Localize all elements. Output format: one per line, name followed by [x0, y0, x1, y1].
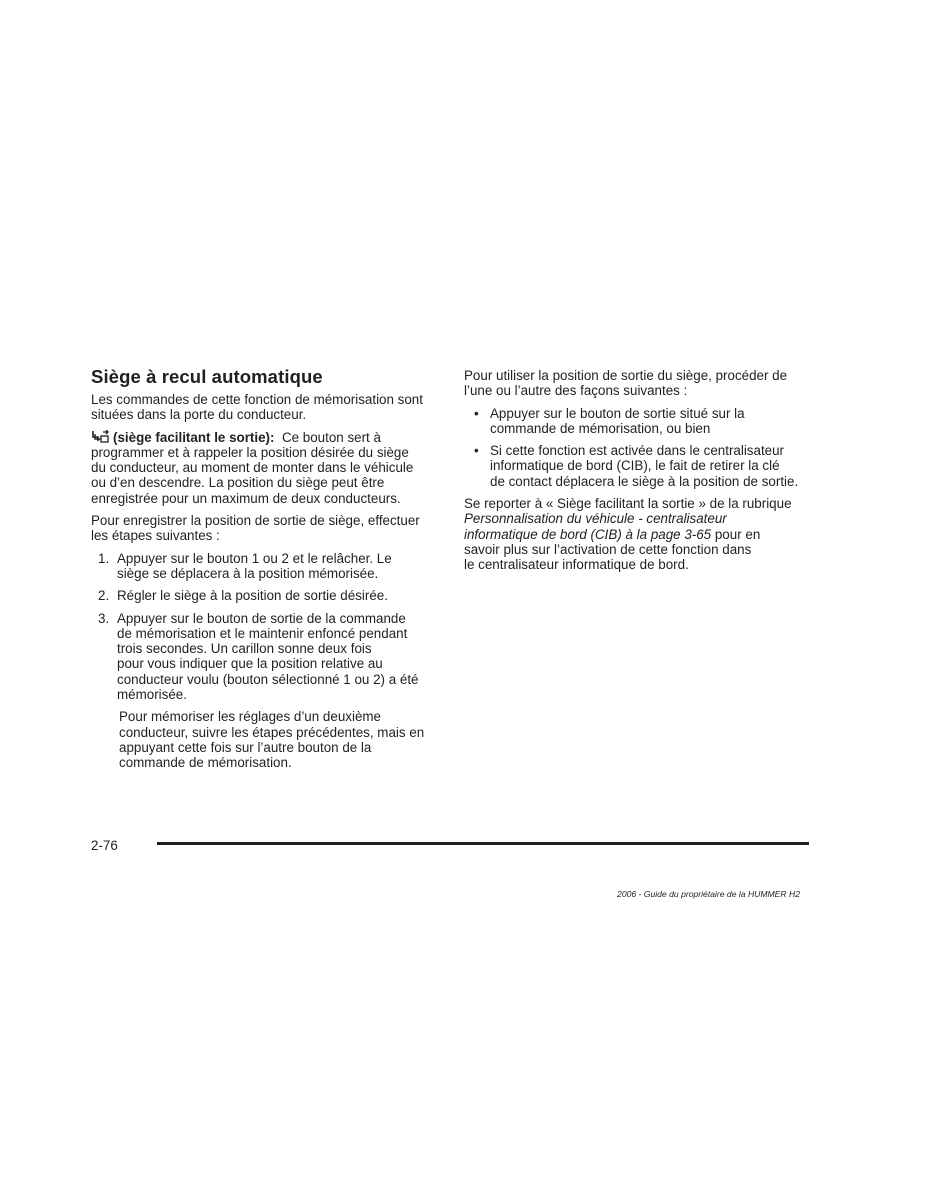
- bullet-line: de contact déplacera le siège à la position de sortie.: [490, 473, 799, 489]
- easy-exit-line: programmer et à rappeler la position désirée du siège: [91, 444, 409, 460]
- bullet-dot-icon: •: [474, 405, 479, 421]
- bullet-item: [464, 406, 816, 437]
- easy-exit-line: enregistrée pour un maximum de deux conducteurs.: [91, 490, 401, 506]
- step-item: [91, 551, 441, 582]
- second-driver-paragraph: [91, 709, 441, 770]
- easy-exit-line: du conducteur, au moment de monter dans le véhicule: [91, 460, 414, 476]
- usage-intro-line: Pour utiliser la position de sortie du siège, procéder de: [464, 368, 788, 383]
- step-line: pour vous indiquer que la position relative au: [117, 656, 383, 672]
- usage-intro-line: l’une ou l’autre des façons suivantes :: [464, 383, 688, 399]
- intro-line: situées dans la porte du conducteur.: [91, 407, 307, 423]
- step-number: 3.: [98, 610, 110, 626]
- second-driver-line: conducteur, suivre les étapes précédentes, mais en: [119, 724, 425, 740]
- reference-link-text: Personnalisation du véhicule - centralisateur: [464, 511, 727, 527]
- bullet-line: Appuyer sur le bouton de sortie situé sur la: [490, 405, 745, 421]
- step-line: trois secondes. Un carillon sonne deux fois: [117, 641, 372, 657]
- step-line: de mémorisation et le maintenir enfoncé pendant: [117, 625, 408, 641]
- right-column: [464, 368, 816, 580]
- step-number: 1.: [98, 550, 110, 566]
- second-driver-line: Pour mémoriser les réglages d’un deuxième: [119, 709, 381, 725]
- easy-exit-text: Ce bouton sert à: [281, 429, 381, 445]
- step-line: conducteur voulu (bouton sélectionné 1 ou 2) a été: [117, 671, 419, 687]
- document-footer: 2006 - Guide du propriétaire de la HUMMER H2: [617, 889, 800, 899]
- step-item: [91, 611, 441, 703]
- steps-intro-line: les étapes suivantes :: [91, 528, 220, 544]
- easy-exit-paragraph: [91, 430, 441, 506]
- steps-intro-paragraph: [91, 513, 441, 544]
- reference-mixed-line: [464, 527, 816, 542]
- reference-paragraph: [464, 496, 816, 572]
- left-column: [91, 366, 441, 771]
- step-line: Appuyer sur le bouton 1 ou 2 et le relâcher. Le: [117, 550, 392, 566]
- step-line: mémorisée.: [117, 687, 187, 703]
- bullet-line: commande de mémorisation, ou bien: [490, 420, 711, 436]
- usage-intro-paragraph: [464, 368, 816, 399]
- easy-exit-label: (siège facilitant le sortie):: [113, 429, 275, 445]
- reference-line: le centralisateur informatique de bord.: [464, 557, 689, 573]
- step-line: siège se déplacera à la position mémorisée.: [117, 565, 379, 581]
- bullet-dot-icon: •: [474, 443, 479, 459]
- bullet-line: Si cette fonction est activée dans le centralisateur: [490, 443, 785, 459]
- easy-exit-seat-icon: [91, 430, 110, 443]
- reference-line: savoir plus sur l’activation de cette fonction dans: [464, 541, 752, 557]
- section-title: Siège à recul automatique: [91, 366, 323, 387]
- steps-list: [91, 551, 441, 703]
- step-number: 2.: [98, 588, 110, 604]
- page-number: 2-76: [91, 838, 118, 853]
- easy-exit-line: ou d’en descendre. La position du siège peut être: [91, 475, 385, 491]
- bullet-line: informatique de bord (CIB), le fait de retirer la clé: [490, 458, 780, 474]
- easy-exit-first-line: [91, 430, 441, 445]
- second-driver-line: commande de mémorisation.: [119, 755, 292, 771]
- footer-rule: [157, 842, 809, 845]
- step-line: Régler le siège à la position de sortie désirée.: [117, 588, 388, 604]
- intro-line: Les commandes de cette fonction de mémorisation sont: [91, 392, 423, 407]
- usage-bullets: [464, 406, 816, 489]
- second-driver-line: appuyant cette fois sur l’autre bouton de la: [119, 739, 372, 755]
- bullet-item: [464, 443, 816, 489]
- reference-line: Se reporter à « Siège facilitant la sortie » de la rubrique: [464, 496, 792, 512]
- step-item: [91, 588, 441, 603]
- step-line: Appuyer sur le bouton de sortie de la commande: [117, 610, 406, 626]
- intro-paragraph: [91, 392, 441, 423]
- steps-intro-line: Pour enregistrer la position de sortie de siège, effectuer: [91, 513, 420, 529]
- reference-text: pour en: [711, 526, 761, 542]
- reference-link-text: informatique de bord (CIB) à la page 3-65: [464, 526, 712, 542]
